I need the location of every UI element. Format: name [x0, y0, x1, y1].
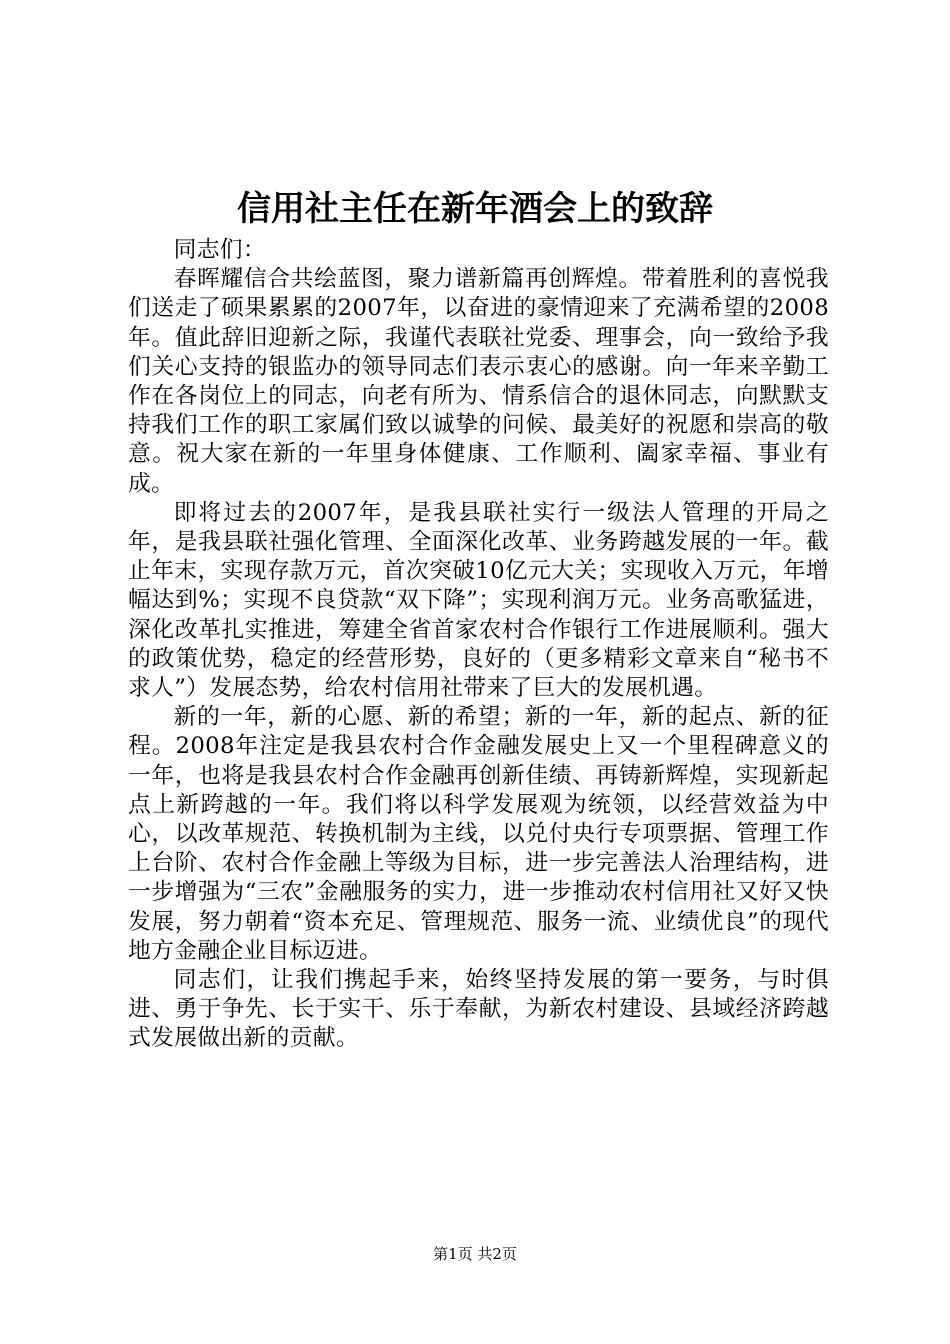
- document-title: 信用社主任在新年酒会上的致辞: [237, 189, 713, 229]
- document-body: [128, 236, 829, 1054]
- paragraph-outlook-2008: 新的一年，新的心愿、新的希望；新的一年，新的起点、新的征程。2008年注定是我县农村合作金融发展史上又一个里程碑意义的一年，也将是我县农村合作金融再创新佳绩、再铸新辉煌，实现新起点上新跨越的一年。我们将以科学发展观为统领，以经营效益为中心，以改革规范、转换机制为主线，以兑付央行专项票据、管理工作上台阶、农村合作金融上等级为目标，进一步完善法人治理结构，进一步增强为“三农”金融服务的实力，进一步推动农村信用社又好又快发展，努力朝着“资本充足、管理规范、服务一流、业绩优良”的现代地方金融企业目标迈进。: [128, 704, 829, 964]
- page-footer: 第1页 共2页: [433, 1245, 517, 1263]
- paragraph-closing: 同志们，让我们携起手来，始终坚持发展的第一要务，与时俱进、勇于争先、长于实干、乐于奉献，为新农村建设、县域经济跨越式发展做出新的贡献。: [128, 967, 829, 1052]
- salutation: 同志们：: [173, 237, 266, 263]
- paragraph-greeting: 春晖耀信合共绘蓝图，聚力谱新篇再创辉煌。带着胜利的喜悦我们送走了硕果累累的2007年，以奋进的豪情迎来了充满希望的2008年。值此辞旧迎新之际，我谨代表联社党委、理事会，向一致给予我们关心支持的银监办的领导同志们表示衷心的感谢。向一年来辛勤工作在各岗位上的同志，向老有所为、情系信合的退休同志，向默默支持我们工作的职工家属们致以诚挚的问候、最美好的祝愿和崇高的敬意。祝大家在新的一年里身体健康、工作顺利、阖家幸福、事业有成。: [128, 266, 829, 497]
- paragraph-review-2007: 即将过去的2007年，是我县联社实行一级法人管理的开局之年，是我县联社强化管理、全面深化改革、业务跨越发展的一年。截止年末，实现存款万元，首次突破10亿元大关；实现收入万元，年增幅达到%；实现不良贷款“双下降”；实现利润万元。业务高歌猛进，深化改革扎实推进，筹建全省首家农村合作银行工作进展顺利。强大的政策优势，稳定的经营形势，良好的（更多精彩文章来自“秘书不求人”）发展态势，给农村信用社带来了巨大的发展机遇。: [128, 499, 829, 702]
